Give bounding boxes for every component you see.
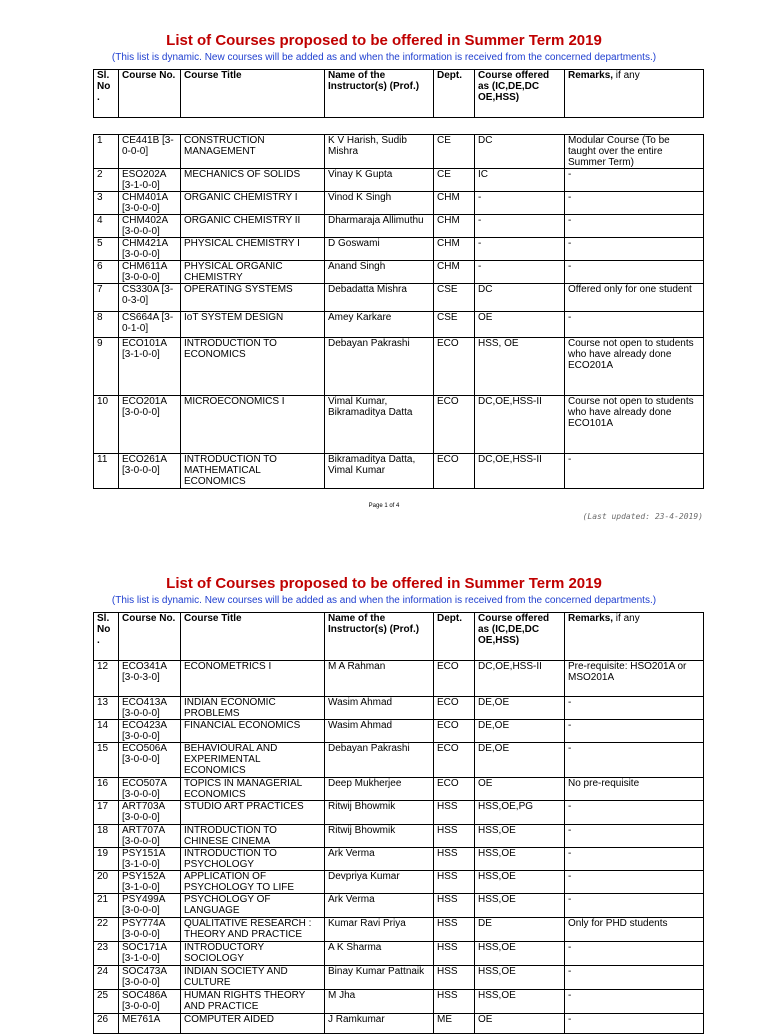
offered-cell: DC — [475, 284, 565, 312]
table-row — [94, 825, 704, 848]
course-title-cell: MECHANICS OF SOLIDS — [181, 169, 325, 192]
instructor-cell: Vinod K Singh — [325, 192, 434, 215]
course-title-cell: INTRODUCTION TO MATHEMATICAL ECONOMICS — [181, 454, 325, 489]
course-title-cell: INDIAN SOCIETY AND CULTURE — [181, 966, 325, 990]
offered-cell: - — [475, 192, 565, 215]
header-dept: Dept. — [434, 613, 475, 661]
dept-cell: HSS — [434, 990, 475, 1014]
sl-cell: 2 — [94, 169, 119, 192]
instructor-cell: Debayan Pakrashi — [325, 743, 434, 778]
course-title-cell: ORGANIC CHEMISTRY II — [181, 215, 325, 238]
page-title: List of Courses proposed to be offered in Summer Term 2019 — [166, 32, 602, 49]
header-instructor: Name of the Instructor(s) (Prof.) — [325, 613, 434, 661]
course-number-cell: PSY152A [3-1-0-0] — [119, 871, 181, 894]
course-number-cell: SOC473A [3-0-0-0] — [119, 966, 181, 990]
remarks-cell: Pre-requisite: HSO201A or MSO201A — [565, 661, 704, 697]
remarks-cell: - — [565, 238, 704, 261]
dept-cell: CHM — [434, 261, 475, 284]
remarks-cell: No pre-requisite — [565, 778, 704, 801]
instructor-cell: Devpriya Kumar — [325, 871, 434, 894]
offered-cell: HSS,OE — [475, 942, 565, 966]
table-row — [94, 942, 704, 966]
header-remarks — [565, 70, 704, 118]
instructor-cell: Ark Verma — [325, 894, 434, 918]
offered-cell: DE,OE — [475, 720, 565, 743]
sl-cell: 19 — [94, 848, 119, 871]
remarks-cell: - — [565, 720, 704, 743]
offered-cell: HSS, OE — [475, 338, 565, 396]
table-row — [94, 720, 704, 743]
course-number-cell: CS664A [3-0-1-0] — [119, 312, 181, 338]
course-title-cell: HUMAN RIGHTS THEORY AND PRACTICE — [181, 990, 325, 1014]
course-table-header-2 — [93, 612, 704, 661]
course-title-cell: INDIAN ECONOMIC PROBLEMS — [181, 697, 325, 720]
sl-cell: 7 — [94, 284, 119, 312]
course-number-cell: CHM421A [3-0-0-0] — [119, 238, 181, 261]
instructor-cell: K V Harish, Sudib Mishra — [325, 135, 434, 169]
offered-cell: HSS,OE — [475, 871, 565, 894]
dept-cell: CE — [434, 169, 475, 192]
sl-cell: 9 — [94, 338, 119, 396]
offered-cell: DE,OE — [475, 697, 565, 720]
course-title-cell: COMPUTER AIDED — [181, 1014, 325, 1034]
remarks-cell: - — [565, 215, 704, 238]
table-row — [94, 778, 704, 801]
table-row — [94, 312, 704, 338]
course-table-body-2 — [94, 661, 704, 1034]
course-number-cell: ESO202A [3-1-0-0] — [119, 169, 181, 192]
course-number-cell: SOC486A [3-0-0-0] — [119, 990, 181, 1014]
sl-cell: 12 — [94, 661, 119, 697]
instructor-cell: Wasim Ahmad — [325, 697, 434, 720]
remarks-cell: - — [565, 743, 704, 778]
course-title-cell: PSYCHOLOGY OF LANGUAGE — [181, 894, 325, 918]
sl-cell: 10 — [94, 396, 119, 454]
table-row — [94, 396, 704, 454]
dept-cell: ECO — [434, 743, 475, 778]
instructor-cell: Anand Singh — [325, 261, 434, 284]
course-number-cell: ECO341A [3-0-3-0] — [119, 661, 181, 697]
table-row — [94, 801, 704, 825]
table-row — [94, 661, 704, 697]
course-number-cell: CS330A [3-0-3-0] — [119, 284, 181, 312]
instructor-cell: A K Sharma — [325, 942, 434, 966]
course-number-cell: SOC171A [3-1-0-0] — [119, 942, 181, 966]
dept-cell: HSS — [434, 942, 475, 966]
course-number-cell: PSY151A [3-1-0-0] — [119, 848, 181, 871]
dept-cell: CHM — [434, 215, 475, 238]
table-row — [94, 743, 704, 778]
table-row — [94, 966, 704, 990]
table-row — [94, 192, 704, 215]
remarks-cell: Only for PHD students — [565, 918, 704, 942]
sl-cell: 1 — [94, 135, 119, 169]
course-number-cell: ART703A [3-0-0-0] — [119, 801, 181, 825]
header-remarks-bold: Remarks, — [568, 613, 614, 624]
instructor-cell: Ark Verma — [325, 848, 434, 871]
dept-cell: HSS — [434, 871, 475, 894]
course-number-cell: ECO507A [3-0-0-0] — [119, 778, 181, 801]
instructor-cell: Binay Kumar Pattnaik — [325, 966, 434, 990]
instructor-cell: Vimal Kumar, Bikramaditya Datta — [325, 396, 434, 454]
course-table-body-1 — [94, 135, 704, 489]
remarks-cell: - — [565, 454, 704, 489]
instructor-cell: M A Rahman — [325, 661, 434, 697]
offered-cell: IC — [475, 169, 565, 192]
course-title-cell: ORGANIC CHEMISTRY I — [181, 192, 325, 215]
course-number-cell: ECO423A [3-0-0-0] — [119, 720, 181, 743]
table-row — [94, 169, 704, 192]
instructor-cell: Wasim Ahmad — [325, 720, 434, 743]
header-title: Course Title — [181, 613, 325, 661]
offered-cell: DC,OE,HSS-II — [475, 661, 565, 697]
instructor-cell: Ritwij Bhowmik — [325, 801, 434, 825]
header-sl: Sl. No . — [94, 70, 119, 118]
dept-cell: HSS — [434, 801, 475, 825]
course-number-cell: ART707A [3-0-0-0] — [119, 825, 181, 848]
dept-cell: CSE — [434, 312, 475, 338]
offered-cell: - — [475, 238, 565, 261]
instructor-cell: Debayan Pakrashi — [325, 338, 434, 396]
dept-cell: CHM — [434, 238, 475, 261]
header-remarks — [565, 613, 704, 661]
course-number-cell: ECO413A [3-0-0-0] — [119, 697, 181, 720]
instructor-cell: Dharmaraja Allimuthu — [325, 215, 434, 238]
dept-cell: ECO — [434, 661, 475, 697]
instructor-cell: Ritwij Bhowmik — [325, 825, 434, 848]
dept-cell: HSS — [434, 848, 475, 871]
dept-cell: HSS — [434, 894, 475, 918]
sl-cell: 8 — [94, 312, 119, 338]
instructor-cell: Bikramaditya Datta, Vimal Kumar — [325, 454, 434, 489]
remarks-cell: - — [565, 1014, 704, 1034]
offered-cell: DE — [475, 918, 565, 942]
offered-cell: HSS,OE — [475, 894, 565, 918]
sl-cell: 20 — [94, 871, 119, 894]
table-row — [94, 284, 704, 312]
table-row — [94, 918, 704, 942]
course-title-cell: TOPICS IN MANAGERIAL ECONOMICS — [181, 778, 325, 801]
page-title-2: List of Courses proposed to be offered in Summer Term 2019 — [166, 575, 602, 592]
course-title-cell: FINANCIAL ECONOMICS — [181, 720, 325, 743]
remarks-cell: - — [565, 697, 704, 720]
table-row — [94, 894, 704, 918]
remarks-cell: - — [565, 848, 704, 871]
sl-cell: 5 — [94, 238, 119, 261]
remarks-cell: - — [565, 871, 704, 894]
instructor-cell: J Ramkumar — [325, 1014, 434, 1034]
course-title-cell: INTRODUCTORY SOCIOLOGY — [181, 942, 325, 966]
course-number-cell: CE441B [3-0-0-0] — [119, 135, 181, 169]
sl-cell: 24 — [94, 966, 119, 990]
offered-cell: DC — [475, 135, 565, 169]
course-number-cell: CHM402A [3-0-0-0] — [119, 215, 181, 238]
course-title-cell: IoT SYSTEM DESIGN — [181, 312, 325, 338]
remarks-cell: - — [565, 261, 704, 284]
course-title-cell: STUDIO ART PRACTICES — [181, 801, 325, 825]
course-title-cell: PHYSICAL ORGANIC CHEMISTRY — [181, 261, 325, 284]
instructor-cell: D Goswami — [325, 238, 434, 261]
table-row — [94, 990, 704, 1014]
sl-cell: 14 — [94, 720, 119, 743]
sl-cell: 26 — [94, 1014, 119, 1034]
offered-cell: OE — [475, 778, 565, 801]
sl-cell: 15 — [94, 743, 119, 778]
remarks-cell: Modular Course (To be taught over the entire Summer Term) — [565, 135, 704, 169]
course-title-cell: OPERATING SYSTEMS — [181, 284, 325, 312]
course-number-cell: ME761A — [119, 1014, 181, 1034]
offered-cell: DC,OE,HSS-II — [475, 396, 565, 454]
remarks-cell: Course not open to students who have already done ECO201A — [565, 338, 704, 396]
sl-cell: 23 — [94, 942, 119, 966]
header-instructor: Name of the Instructor(s) (Prof.) — [325, 70, 434, 118]
course-title-cell: MICROECONOMICS I — [181, 396, 325, 454]
offered-cell: OE — [475, 1014, 565, 1034]
remarks-cell: - — [565, 312, 704, 338]
offered-cell: HSS,OE — [475, 966, 565, 990]
page-subtitle: (This list is dynamic. New courses will be added as and when the information is received from the concerned departments.) — [111, 52, 657, 63]
header-dept: Dept. — [434, 70, 475, 118]
offered-cell: DC,OE,HSS-II — [475, 454, 565, 489]
course-title-cell: INTRODUCTION TO ECONOMICS — [181, 338, 325, 396]
dept-cell: ME — [434, 1014, 475, 1034]
dept-cell: CE — [434, 135, 475, 169]
dept-cell: ECO — [434, 338, 475, 396]
table-row — [94, 135, 704, 169]
course-table-header-1 — [93, 69, 704, 118]
table-row — [94, 871, 704, 894]
remarks-cell: - — [565, 169, 704, 192]
course-title-cell: BEHAVIOURAL AND EXPERIMENTAL ECONOMICS — [181, 743, 325, 778]
sl-cell: 13 — [94, 697, 119, 720]
dept-cell: ECO — [434, 454, 475, 489]
dept-cell: HSS — [434, 825, 475, 848]
course-title-cell: CONSTRUCTION MANAGEMENT — [181, 135, 325, 169]
header-sl: Sl. No . — [94, 613, 119, 661]
dept-cell: CHM — [434, 192, 475, 215]
course-table-2 — [93, 660, 704, 1034]
header-course: Course No. — [119, 613, 181, 661]
header-course: Course No. — [119, 70, 181, 118]
sl-cell: 6 — [94, 261, 119, 284]
table-row — [94, 848, 704, 871]
remarks-cell: - — [565, 825, 704, 848]
offered-cell: HSS,OE — [475, 825, 565, 848]
table-row — [94, 215, 704, 238]
course-title-cell: INTRODUCTION TO PSYCHOLOGY — [181, 848, 325, 871]
dept-cell: ECO — [434, 720, 475, 743]
course-number-cell: CHM611A [3-0-0-0] — [119, 261, 181, 284]
remarks-cell: - — [565, 894, 704, 918]
page-number: Page 1 of 4 — [368, 503, 400, 509]
course-number-cell: PSY774A [3-0-0-0] — [119, 918, 181, 942]
course-number-cell: PSY499A [3-0-0-0] — [119, 894, 181, 918]
table-row — [94, 238, 704, 261]
instructor-cell: Debadatta Mishra — [325, 284, 434, 312]
course-title-cell: PHYSICAL CHEMISTRY I — [181, 238, 325, 261]
offered-cell: HSS,OE — [475, 848, 565, 871]
table-row — [94, 697, 704, 720]
last-updated: (Last updated: 23-4-2019) — [582, 512, 703, 521]
course-number-cell: ECO101A [3-1-0-0] — [119, 338, 181, 396]
offered-cell: - — [475, 261, 565, 284]
header-remarks-light: if any — [613, 613, 640, 624]
table-row — [94, 261, 704, 284]
header-remarks-light: if any — [613, 70, 640, 81]
sl-cell: 22 — [94, 918, 119, 942]
dept-cell: CSE — [434, 284, 475, 312]
offered-cell: DE,OE — [475, 743, 565, 778]
remarks-cell: - — [565, 942, 704, 966]
instructor-cell: M Jha — [325, 990, 434, 1014]
dept-cell: ECO — [434, 778, 475, 801]
course-table-1 — [93, 134, 704, 489]
course-title-cell: APPLICATION OF PSYCHOLOGY TO LIFE — [181, 871, 325, 894]
instructor-cell: Vinay K Gupta — [325, 169, 434, 192]
offered-cell: HSS,OE — [475, 990, 565, 1014]
course-title-cell: ECONOMETRICS I — [181, 661, 325, 697]
remarks-cell: Course not open to students who have already done ECO101A — [565, 396, 704, 454]
sl-cell: 18 — [94, 825, 119, 848]
header-offered: Course offered as (IC,DE,DC OE,HSS) — [475, 70, 565, 118]
remarks-cell: - — [565, 990, 704, 1014]
course-title-cell: QUALITATIVE RESEARCH : THEORY AND PRACTICE — [181, 918, 325, 942]
dept-cell: HSS — [434, 918, 475, 942]
header-remarks-bold: Remarks, — [568, 70, 614, 81]
course-number-cell: ECO201A [3-0-0-0] — [119, 396, 181, 454]
course-number-cell: ECO261A [3-0-0-0] — [119, 454, 181, 489]
remarks-cell: Offered only for one student — [565, 284, 704, 312]
header-title: Course Title — [181, 70, 325, 118]
course-number-cell: ECO506A [3-0-0-0] — [119, 743, 181, 778]
sl-cell: 16 — [94, 778, 119, 801]
sl-cell: 4 — [94, 215, 119, 238]
offered-cell: - — [475, 215, 565, 238]
sl-cell: 21 — [94, 894, 119, 918]
header-offered: Course offered as (IC,DE,DC OE,HSS) — [475, 613, 565, 661]
table-row — [94, 338, 704, 396]
dept-cell: ECO — [434, 697, 475, 720]
sl-cell: 25 — [94, 990, 119, 1014]
table-row — [94, 454, 704, 489]
page-subtitle-2: (This list is dynamic. New courses will be added as and when the information is received from the concerned departments.) — [111, 595, 657, 606]
instructor-cell: Deep Mukherjee — [325, 778, 434, 801]
dept-cell: HSS — [434, 966, 475, 990]
instructor-cell: Kumar Ravi Priya — [325, 918, 434, 942]
offered-cell: HSS,OE,PG — [475, 801, 565, 825]
offered-cell: OE — [475, 312, 565, 338]
remarks-cell: - — [565, 801, 704, 825]
dept-cell: ECO — [434, 396, 475, 454]
remarks-cell: - — [565, 966, 704, 990]
course-title-cell: INTRODUCTION TO CHINESE CINEMA — [181, 825, 325, 848]
instructor-cell: Amey Karkare — [325, 312, 434, 338]
remarks-cell: - — [565, 192, 704, 215]
course-number-cell: CHM401A [3-0-0-0] — [119, 192, 181, 215]
sl-cell: 11 — [94, 454, 119, 489]
sl-cell: 3 — [94, 192, 119, 215]
sl-cell: 17 — [94, 801, 119, 825]
